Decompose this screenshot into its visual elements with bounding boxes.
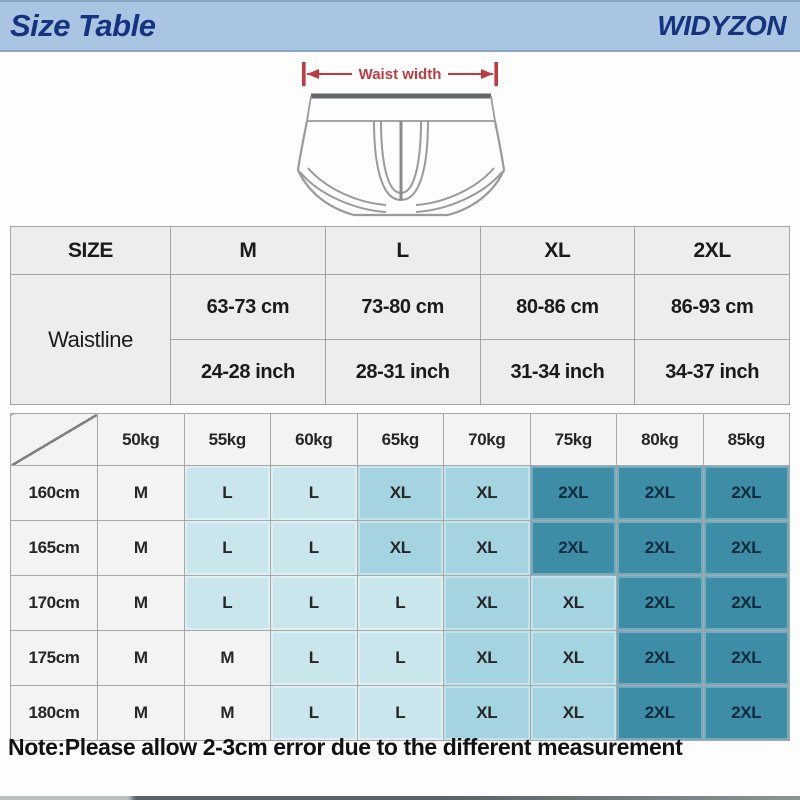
- matrix-row-165cm: [11, 521, 790, 576]
- briefs-illustration: [296, 90, 506, 222]
- matrix-size-cell: L: [357, 576, 444, 631]
- weight-header-80kg: 80kg: [617, 414, 704, 466]
- waist-size-table: [10, 226, 790, 405]
- waist-table-header-row: [11, 227, 790, 275]
- brand-logo: WIDYZON: [657, 10, 786, 41]
- bottom-bar: [0, 796, 800, 800]
- matrix-row-175cm: [11, 631, 790, 686]
- matrix-size-cell: 2XL: [703, 686, 790, 741]
- matrix-size-cell: 2XL: [703, 466, 790, 521]
- matrix-size-cell: XL: [444, 631, 531, 686]
- measurement-note: Note:Please allow 2-3cm error due to the different measurement: [8, 734, 683, 760]
- matrix-size-cell: XL: [530, 631, 617, 686]
- matrix-size-cell: 2XL: [703, 631, 790, 686]
- matrix-size-cell: XL: [530, 576, 617, 631]
- size-header-L: L: [325, 227, 480, 275]
- matrix-size-cell: L: [184, 521, 271, 576]
- measure-arrow-icon: [300, 61, 500, 87]
- matrix-row-160cm: [11, 466, 790, 521]
- weight-header-65kg: 65kg: [357, 414, 444, 466]
- matrix-size-cell: XL: [357, 521, 444, 576]
- matrix-size-cell: M: [98, 576, 185, 631]
- matrix-size-cell: XL: [444, 466, 531, 521]
- weight-header-55kg: 55kg: [184, 414, 271, 466]
- waistline-label: Waistline: [11, 275, 171, 405]
- matrix-size-cell: 2XL: [703, 576, 790, 631]
- matrix-size-cell: L: [271, 576, 358, 631]
- matrix-size-cell: 2XL: [703, 521, 790, 576]
- matrix-size-cell: M: [184, 686, 271, 741]
- matrix-size-cell: 2XL: [530, 521, 617, 576]
- matrix-size-cell: XL: [444, 686, 531, 741]
- waistline-cm-value: 80-86 cm: [480, 275, 635, 340]
- waistline-inch-value: 28-31 inch: [325, 340, 480, 405]
- matrix-size-cell: M: [98, 686, 185, 741]
- matrix-size-cell: M: [98, 631, 185, 686]
- waistline-inch-value: 34-37 inch: [635, 340, 790, 405]
- matrix-size-cell: L: [184, 466, 271, 521]
- waist-width-label: Waist width: [358, 66, 442, 83]
- waist-width-arrow: [300, 61, 500, 87]
- matrix-size-cell: L: [271, 686, 358, 741]
- height-header-175cm: 175cm: [11, 631, 98, 686]
- diagonal-corner-cell: [11, 414, 98, 466]
- matrix-size-cell: M: [184, 631, 271, 686]
- waistline-cm-value: 86-93 cm: [635, 275, 790, 340]
- height-header-170cm: 170cm: [11, 576, 98, 631]
- size-header-M: M: [171, 227, 326, 275]
- waistline-inch-value: 31-34 inch: [480, 340, 635, 405]
- matrix-row-180cm: [11, 686, 790, 741]
- waistline-cm-value: 63-73 cm: [171, 275, 326, 340]
- matrix-size-cell: 2XL: [617, 521, 704, 576]
- matrix-size-cell: XL: [444, 576, 531, 631]
- weight-header-50kg: 50kg: [98, 414, 185, 466]
- size-header-XL: XL: [480, 227, 635, 275]
- matrix-size-cell: L: [184, 576, 271, 631]
- matrix-size-cell: L: [357, 631, 444, 686]
- waistline-inch-value: 24-28 inch: [171, 340, 326, 405]
- matrix-size-cell: 2XL: [617, 631, 704, 686]
- matrix-size-cell: L: [271, 521, 358, 576]
- page-title: Size Table: [10, 8, 156, 43]
- size-column-header: SIZE: [11, 227, 171, 275]
- waistline-cm-value: 73-80 cm: [325, 275, 480, 340]
- matrix-size-cell: M: [98, 521, 185, 576]
- matrix-size-cell: 2XL: [617, 686, 704, 741]
- matrix-size-cell: 2XL: [617, 466, 704, 521]
- weight-header-70kg: 70kg: [444, 414, 531, 466]
- matrix-size-cell: M: [98, 466, 185, 521]
- height-header-180cm: 180cm: [11, 686, 98, 741]
- waistline-cm-row: [11, 275, 790, 340]
- matrix-size-cell: L: [271, 631, 358, 686]
- height-header-165cm: 165cm: [11, 521, 98, 576]
- height-header-160cm: 160cm: [11, 466, 98, 521]
- matrix-size-cell: 2XL: [530, 466, 617, 521]
- matrix-size-cell: XL: [530, 686, 617, 741]
- size-header-2XL: 2XL: [635, 227, 790, 275]
- height-weight-size-matrix: [10, 413, 790, 741]
- weight-header-60kg: 60kg: [271, 414, 358, 466]
- matrix-header-row: [11, 414, 790, 466]
- matrix-row-170cm: [11, 576, 790, 631]
- briefs-outline-icon: [296, 90, 506, 222]
- matrix-size-cell: L: [357, 686, 444, 741]
- weight-header-75kg: 75kg: [530, 414, 617, 466]
- weight-header-85kg: 85kg: [703, 414, 790, 466]
- matrix-size-cell: 2XL: [617, 576, 704, 631]
- matrix-size-cell: L: [271, 466, 358, 521]
- header-bar: [0, 0, 800, 52]
- matrix-size-cell: XL: [444, 521, 531, 576]
- matrix-size-cell: XL: [357, 466, 444, 521]
